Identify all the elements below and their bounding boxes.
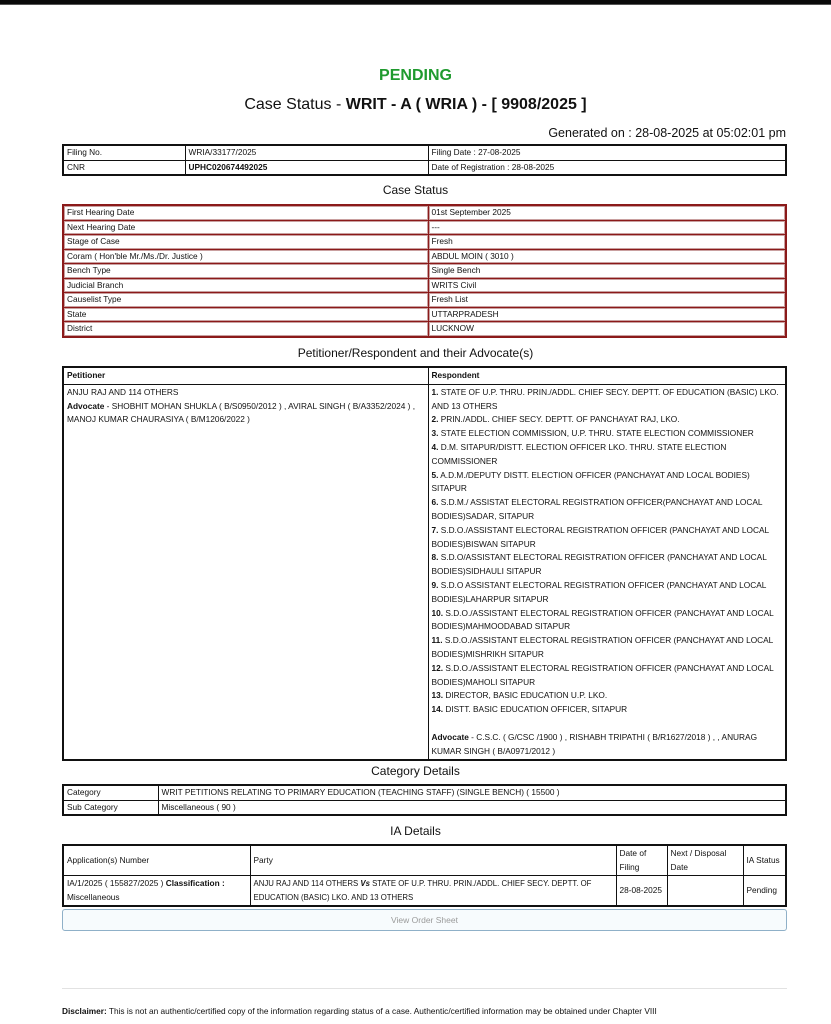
ia-date-of-filing: 28-08-2025 xyxy=(616,876,667,907)
respondent-name: S.D.O./ASSISTANT ELECTORAL REGISTRATION OFFICER (PANCHAYAT AND LOCAL BODIES)MAHMOODABAD SITAPUR xyxy=(431,607,774,632)
ia-application-number xyxy=(63,876,250,907)
col-next-disposal-date: Next / Disposal Date xyxy=(667,845,743,876)
view-order-sheet-button[interactable]: View Order Sheet xyxy=(62,909,787,931)
table-row xyxy=(63,785,786,800)
party-left: ANJU RAJ AND 114 OTHERS xyxy=(253,879,361,888)
respondent-item xyxy=(432,496,780,524)
respondent-number: 2. xyxy=(431,414,439,425)
sub-category-value: Miscellaneous ( 90 ) xyxy=(158,800,786,815)
col-party: Party xyxy=(250,845,616,876)
respondent-item xyxy=(432,551,780,579)
respondent-name: DIRECTOR, BASIC EDUCATION U.P. LKO. xyxy=(443,690,608,701)
col-date-of-filing: Date of Filing xyxy=(616,845,667,876)
respondent-number: 4. xyxy=(431,441,439,452)
respondent-item xyxy=(432,386,780,414)
petitioner-name: ANJU RAJ AND 114 OTHERS xyxy=(67,386,179,397)
category-table xyxy=(62,784,787,816)
respondent-item xyxy=(432,441,780,469)
case-status-heading: Case Status xyxy=(382,183,449,197)
respondent-number: 11. xyxy=(431,635,443,646)
cnr-label: CNR xyxy=(63,160,185,175)
table-row xyxy=(63,264,786,279)
respondent-header: Respondent xyxy=(428,367,786,384)
table-row xyxy=(63,160,786,175)
respondent-number: 12. xyxy=(431,662,444,673)
disclaimer-label: Disclaimer: xyxy=(62,1006,107,1016)
petitioner-cell xyxy=(63,384,428,760)
respondent-number: 8. xyxy=(431,552,439,563)
respondent-name: S.D.O/ASSISTANT ELECTORAL REGISTRATION OFFICER (PANCHAYAT AND LOCAL BODIES)SIDHAULI SITAPUR xyxy=(431,552,767,577)
ia-party xyxy=(250,876,616,907)
table-row xyxy=(63,876,786,907)
respondent-number: 7. xyxy=(431,524,439,535)
respondent-name: S.D.M./ ASSISTAT ELECTORAL REGISTRATION OFFICER(PANCHAYAT AND LOCAL BODIES)SADAR, SITAPUR xyxy=(431,497,763,521)
case-status-label: State xyxy=(63,307,428,322)
classification-label: Classification : xyxy=(165,878,225,888)
ia-status: Pending xyxy=(743,876,786,907)
respondent-name: A.D.M./DEPUTY DISTT. ELECTION OFFICER (PANCHAYAT AND LOCAL BODIES) SITAPUR xyxy=(431,469,750,494)
respondent-number: 14. xyxy=(431,704,444,715)
table-row xyxy=(63,220,786,235)
respondent-item xyxy=(432,662,780,690)
col-ia-status: IA Status xyxy=(743,845,786,876)
case-status-value: UTTARPRADESH xyxy=(428,307,786,322)
cnr-value: UPHC020674492025 xyxy=(185,160,428,175)
case-status-label: First Hearing Date xyxy=(63,205,428,220)
disclaimer xyxy=(62,1006,657,1016)
ia-heading: IA Details xyxy=(390,824,441,838)
respondent-item xyxy=(432,427,780,441)
generated-timestamp: Generated on : 28-08-2025 at 05:02:01 pm xyxy=(548,126,786,140)
advocate-names: - C.S.C. ( G/CSC /1900 ) , RISHABH TRIPATHI ( B/R1627/2018 ) , , ANURAG KUMAR SINGH ( B/A0971/2012 ) xyxy=(431,731,758,756)
respondent-name: S.D.O ASSISTANT ELECTORAL REGISTRATION OFFICER (PANCHAYAT AND LOCAL BODIES)LAHARPUR SITAPUR xyxy=(431,579,767,604)
ia-table xyxy=(62,844,787,907)
respondent-item xyxy=(432,703,780,717)
title-prefix: Case Status - xyxy=(244,96,346,113)
page-title xyxy=(0,96,831,114)
advocate-label: Advocate xyxy=(67,400,105,411)
case-status-label: Coram ( Hon'ble Mr./Ms./Dr. Justice ) xyxy=(63,249,428,264)
respondent-name: DISTT. BASIC EDUCATION OFFICER, SITAPUR xyxy=(443,704,628,715)
case-status-label: Next Hearing Date xyxy=(63,220,428,235)
filing-no-label: Filing No. xyxy=(63,145,185,160)
registration-date: Date of Registration : 28-08-2025 xyxy=(428,160,786,175)
top-bar xyxy=(0,0,831,5)
respondent-number: 9. xyxy=(431,579,439,590)
respondent-name: S.D.O./ASSISTANT ELECTORAL REGISTRATION OFFICER (PANCHAYAT AND LOCAL BODIES)BISWAN SITAPUR xyxy=(431,524,769,549)
case-status-label: District xyxy=(63,322,428,337)
table-row xyxy=(63,235,786,250)
table-row xyxy=(63,307,786,322)
advocate-label: Advocate xyxy=(431,731,469,742)
petitioner-advocates xyxy=(67,400,425,428)
table-row xyxy=(63,384,786,760)
table-row xyxy=(63,800,786,815)
filing-date: Filing Date : 27-08-2025 xyxy=(428,145,786,160)
respondent-item xyxy=(432,413,780,427)
filing-no-value: WRIA/33177/2025 xyxy=(185,145,428,160)
case-status-label: Causelist Type xyxy=(63,293,428,308)
case-status-value: Fresh List xyxy=(428,293,786,308)
classification-value: Miscellaneous xyxy=(67,891,120,902)
parties-heading: Petitioner/Respondent and their Advocate(s) xyxy=(297,346,534,360)
respondent-number: 3. xyxy=(431,428,439,439)
table-row xyxy=(63,205,786,220)
parties-table xyxy=(62,366,787,761)
respondent-list xyxy=(432,386,780,717)
respondent-name: S.D.O./ASSISTANT ELECTORAL REGISTRATION OFFICER (PANCHAYAT AND LOCAL BODIES)MISHRIKH SITAPUR xyxy=(431,635,773,659)
category-heading: Category Details xyxy=(371,764,460,778)
respondent-name: D.M. SITAPUR/DISTT. ELECTION OFFICER LKO. THRU. STATE ELECTION COMMISSIONER xyxy=(431,441,727,466)
respondent-item xyxy=(432,689,780,703)
petitioner-header: Petitioner xyxy=(63,367,428,384)
versus-label: Vs xyxy=(360,879,370,888)
category-label: Category xyxy=(63,785,158,800)
case-status-label: Judicial Branch xyxy=(63,278,428,293)
case-status-value: Fresh xyxy=(428,235,786,250)
respondent-name: S.D.O./ASSISTANT ELECTORAL REGISTRATION OFFICER (PANCHAYAT AND LOCAL BODIES)MAHOLI SITAPUR xyxy=(431,662,774,687)
respondent-item xyxy=(432,607,780,635)
col-application-number: Application(s) Number xyxy=(63,845,250,876)
respondent-item xyxy=(432,579,780,607)
respondent-name: STATE OF U.P. THRU. PRIN./ADDL. CHIEF SECY. DEPTT. OF EDUCATION (BASIC) LKO. AND 13 OTHERS xyxy=(431,386,779,411)
advocate-names: - SHOBHIT MOHAN SHUKLA ( B/S0950/2012 ) , AVIRAL SINGH ( B/A3352/2024 ) , MANOJ KUMAR CHAURASIYA ( B/M1206/2022 ) xyxy=(67,400,416,425)
respondent-item xyxy=(432,524,780,552)
party-right: STATE OF U.P. THRU. PRIN./ADDL. CHIEF SECY. DEPTT. OF EDUCATION (BASIC) LKO. AND 13 OTHERS xyxy=(253,879,592,902)
respondent-number: 6. xyxy=(431,497,439,508)
case-status-label: Bench Type xyxy=(63,264,428,279)
case-status-value: Single Bench xyxy=(428,264,786,279)
ia-next-date xyxy=(667,876,743,907)
respondent-item xyxy=(432,469,780,497)
table-header-row xyxy=(63,845,786,876)
respondent-number: 10. xyxy=(431,607,444,618)
sub-category-label: Sub Category xyxy=(63,800,158,815)
case-status-value: --- xyxy=(428,220,786,235)
category-value: WRIT PETITIONS RELATING TO PRIMARY EDUCATION (TEACHING STAFF) (SINGLE BENCH) ( 15500 ) xyxy=(158,785,786,800)
table-row xyxy=(63,293,786,308)
respondent-number: 1. xyxy=(431,386,439,397)
respondent-name: STATE ELECTION COMMISSION, U.P. THRU. STATE ELECTION COMMISSIONER xyxy=(438,428,754,439)
table-row xyxy=(63,249,786,264)
respondent-cell xyxy=(428,384,786,760)
respondent-number: 13. xyxy=(431,690,444,701)
respondent-item xyxy=(432,634,780,662)
case-status-label: Stage of Case xyxy=(63,235,428,250)
disclaimer-text: This is not an authentic/certified copy of the information regarding status of a case. Authentic/certified information may be obtained under Chapter VIII xyxy=(106,1006,657,1016)
case-status-value: WRITS Civil xyxy=(428,278,786,293)
case-state-label: PENDING xyxy=(379,67,452,84)
respondent-number: 5. xyxy=(431,469,439,480)
table-row xyxy=(63,322,786,337)
ia-number: IA/1/2025 ( 155827/2025 ) xyxy=(67,878,166,888)
case-status-value: ABDUL MOIN ( 3010 ) xyxy=(428,249,786,264)
case-status-value: LUCKNOW xyxy=(428,322,786,337)
title-case-number: WRIT - A ( WRIA ) - [ 9908/2025 ] xyxy=(345,96,587,113)
table-header-row xyxy=(63,367,786,384)
respondent-name: PRIN./ADDL. CHIEF SECY. DEPTT. OF PANCHAYAT RAJ, LKO. xyxy=(438,414,680,425)
filing-info-table xyxy=(62,144,787,176)
case-status-table xyxy=(62,204,787,338)
respondent-advocates xyxy=(432,731,780,759)
footer-divider xyxy=(62,988,787,989)
case-status-value: 01st September 2025 xyxy=(428,205,786,220)
table-row xyxy=(63,145,786,160)
table-row xyxy=(63,278,786,293)
